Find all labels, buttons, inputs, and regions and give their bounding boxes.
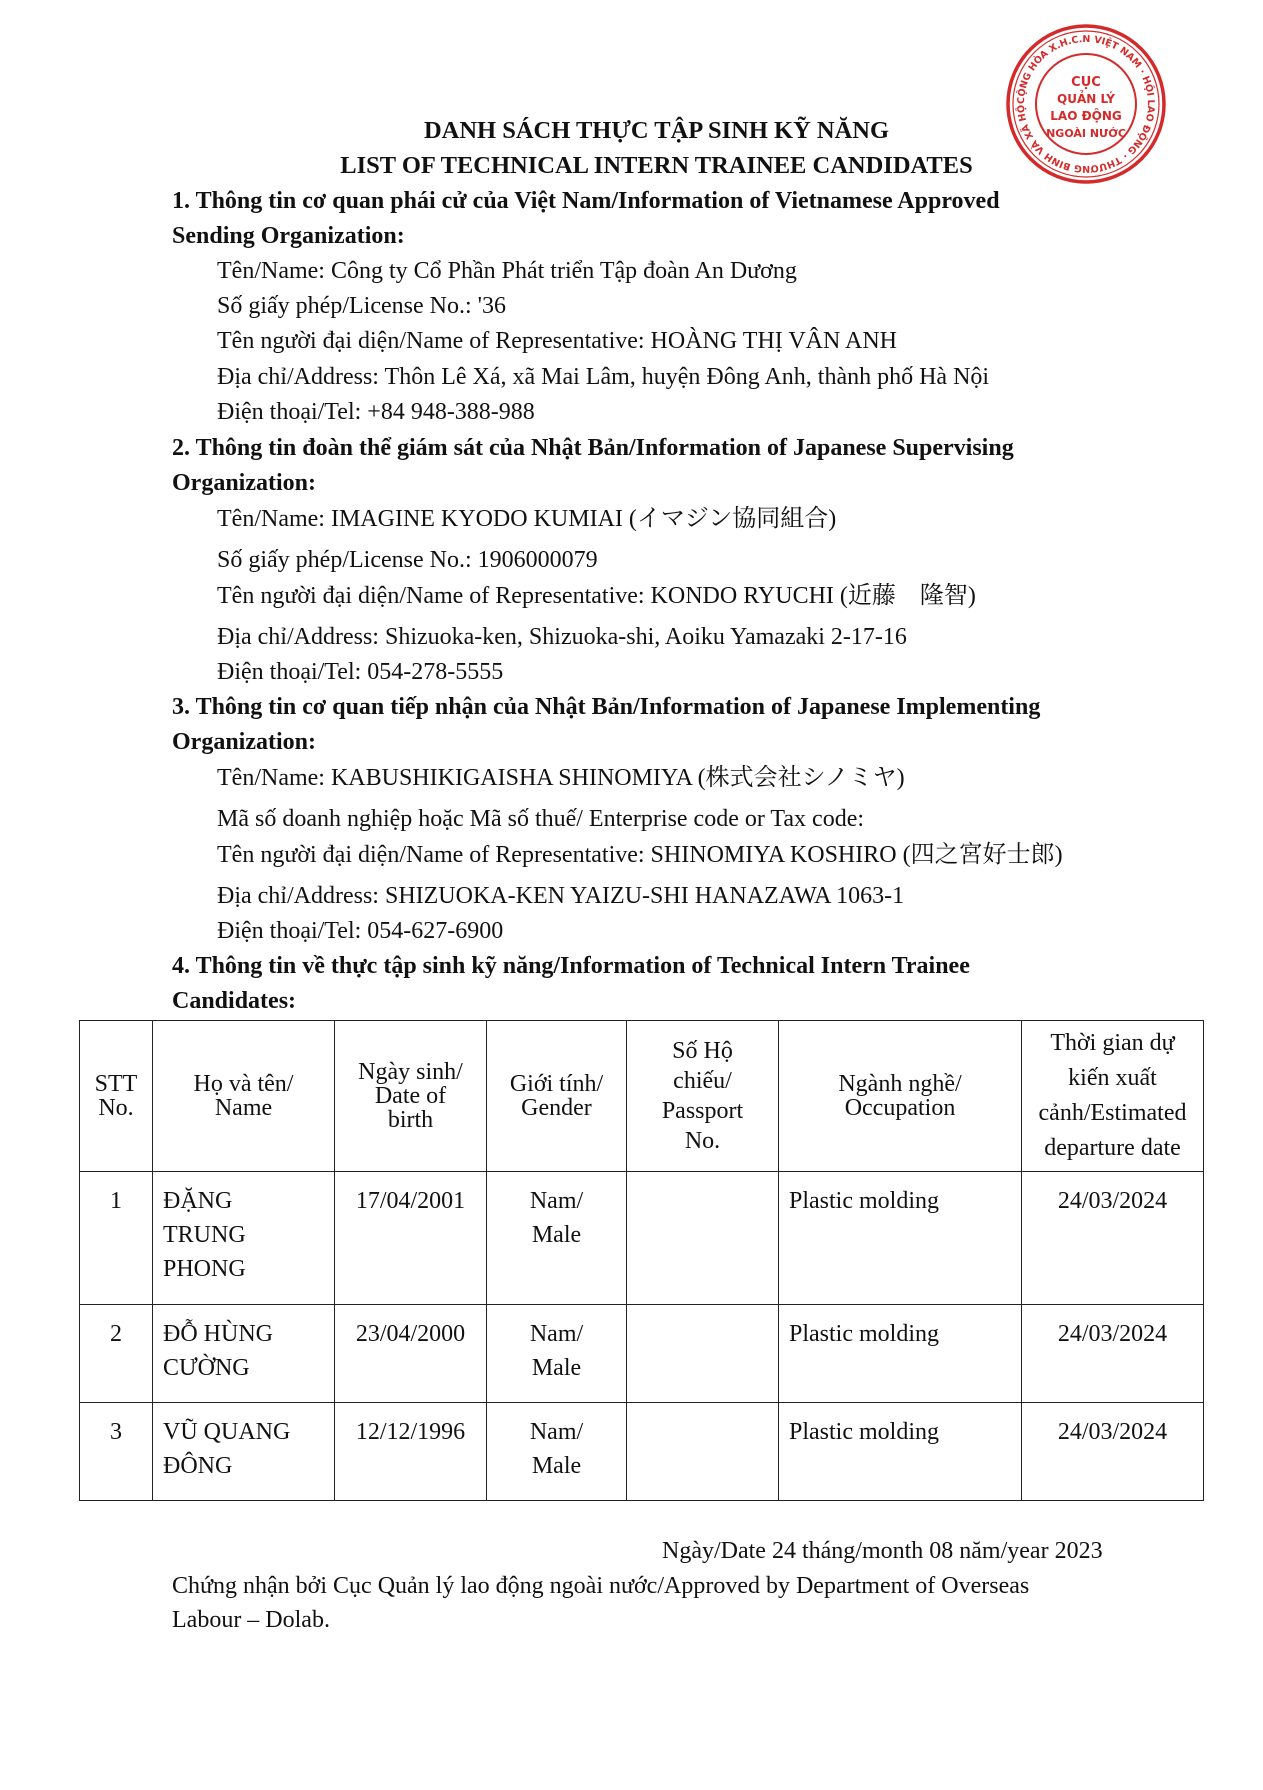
section1-heading-cont: Sending Organization: <box>172 223 405 249</box>
header-departure-date: Thời gian dự kiến xuất cảnh/Estimated departure date <box>1022 1021 1204 1172</box>
section1-license: Số giấy phép/License No.: '36 <box>217 293 506 319</box>
section3-tel: Điện thoại/Tel: 054-627-6900 <box>217 918 504 944</box>
section1-representative: Tên người đại diện/Name of Representative: HOÀNG THỊ VÂN ANH <box>217 328 898 354</box>
header-stt: STT No. <box>80 1021 153 1172</box>
approval-statement-cont: Labour – Dolab. <box>172 1607 330 1633</box>
section4-heading-cont: Candidates: <box>172 988 297 1014</box>
header-name: Họ và tên/ Name <box>153 1021 335 1172</box>
cell-departure-date: 24/03/2024 <box>1022 1172 1204 1305</box>
section3-name: Tên/Name: KABUSHIKIGAISHA SHINOMIYA (株式会社シノミヤ) <box>217 765 905 791</box>
seal-center-line: CỤC <box>1071 75 1101 90</box>
cell-gender: Nam/ Male <box>487 1403 627 1501</box>
cell-gender: Nam/ Male <box>487 1305 627 1403</box>
cell-no: 1 <box>80 1172 153 1305</box>
cell-name: ĐỖ HÙNG CƯỜNG <box>153 1305 335 1403</box>
cell-date-of-birth: 17/04/2001 <box>335 1172 487 1305</box>
table-header-row <box>80 1021 1204 1172</box>
document-title-vietnamese: DANH SÁCH THỰC TẬP SINH KỸ NĂNG <box>423 117 890 144</box>
header-date-of-birth: Ngày sinh/ Date of birth <box>335 1021 487 1172</box>
table-row <box>80 1305 1204 1403</box>
cell-occupation: Plastic molding <box>779 1172 1022 1305</box>
cell-name: ĐẶNG TRUNG PHONG <box>153 1172 335 1305</box>
section3-heading: 3. Thông tin cơ quan tiếp nhận của Nhật Bản/Information of Japanese Implementing <box>172 694 1041 720</box>
cell-departure-date: 24/03/2024 <box>1022 1305 1204 1403</box>
section2-address: Địa chỉ/Address: Shizuoka-ken, Shizuoka-shi, Aoiku Yamazaki 2-17-16 <box>217 624 907 650</box>
table-row <box>80 1172 1204 1305</box>
cell-occupation: Plastic molding <box>779 1403 1022 1501</box>
seal-center-line: QUẢN LÝ <box>1057 92 1115 106</box>
section2-tel: Điện thoại/Tel: 054-278-5555 <box>217 659 504 685</box>
cell-occupation: Plastic molding <box>779 1305 1022 1403</box>
candidates-table <box>79 1020 1204 1501</box>
cell-date-of-birth: 12/12/1996 <box>335 1403 487 1501</box>
section1-address: Địa chỉ/Address: Thôn Lê Xá, xã Mai Lâm, huyện Đông Anh, thành phố Hà Nội <box>217 364 990 390</box>
cell-date-of-birth: 23/04/2000 <box>335 1305 487 1403</box>
section4-heading: 4. Thông tin về thực tập sinh kỹ năng/Information of Technical Intern Trainee <box>172 953 970 979</box>
seal-ring-text: CỘNG HÒA X.H.C.N VIỆT NAM · HỘI LAO ĐỘNG · THƯƠNG BINH VÀ XÃ HỘ <box>1015 33 1157 175</box>
issue-date: Ngày/Date 24 tháng/month 08 năm/year 2023 <box>662 1538 1103 1564</box>
cell-no: 3 <box>80 1403 153 1501</box>
table-row <box>80 1403 1204 1501</box>
section1-tel: Điện thoại/Tel: +84 948-388-988 <box>217 399 535 425</box>
cell-passport <box>627 1172 779 1305</box>
section1-heading: 1. Thông tin cơ quan phái cử của Việt Nam/Information of Vietnamese Approved <box>172 188 1000 214</box>
section3-heading-cont: Organization: <box>172 729 316 755</box>
section3-address: Địa chỉ/Address: SHIZUOKA-KEN YAIZU-SHI HANAZAWA 1063-1 <box>217 883 905 909</box>
cell-departure-date: 24/03/2024 <box>1022 1403 1204 1501</box>
section2-representative: Tên người đại diện/Name of Representative: KONDO RYUCHI (近藤 隆智) <box>217 583 976 609</box>
seal-center-line: NGOÀI NƯỚC <box>1046 127 1126 140</box>
section3-enterprise-code: Mã số doanh nghiệp hoặc Mã số thuế/ Enterprise code or Tax code: <box>217 806 865 832</box>
section3-representative: Tên người đại diện/Name of Representative: SHINOMIYA KOSHIRO (四之宮好士郎) <box>217 842 1063 868</box>
cell-passport <box>627 1403 779 1501</box>
section2-heading: 2. Thông tin đoàn thể giám sát của Nhật Bản/Information of Japanese Supervising <box>172 435 1014 461</box>
approval-statement: Chứng nhận bởi Cục Quản lý lao động ngoài nước/Approved by Department of Overseas <box>172 1573 1030 1599</box>
section2-name: Tên/Name: IMAGINE KYODO KUMIAI (イマジン協同組合) <box>217 506 837 532</box>
section1-name: Tên/Name: Công ty Cổ Phần Phát triển Tập đoàn An Dương <box>217 258 797 284</box>
cell-gender: Nam/ Male <box>487 1172 627 1305</box>
section2-heading-cont: Organization: <box>172 470 316 496</box>
header-passport: Số Hộ chiếu/ Passport No. <box>627 1021 779 1172</box>
section2-license: Số giấy phép/License No.: 1906000079 <box>217 547 598 573</box>
cell-name: VŨ QUANG ĐÔNG <box>153 1403 335 1501</box>
cell-passport <box>627 1305 779 1403</box>
document-title-english: LIST OF TECHNICAL INTERN TRAINEE CANDIDATES <box>340 152 973 179</box>
seal-center-line: LAO ĐỘNG <box>1050 109 1122 123</box>
cell-no: 2 <box>80 1305 153 1403</box>
header-occupation: Ngành nghề/ Occupation <box>779 1021 1022 1172</box>
header-gender: Giới tính/ Gender <box>487 1021 627 1172</box>
